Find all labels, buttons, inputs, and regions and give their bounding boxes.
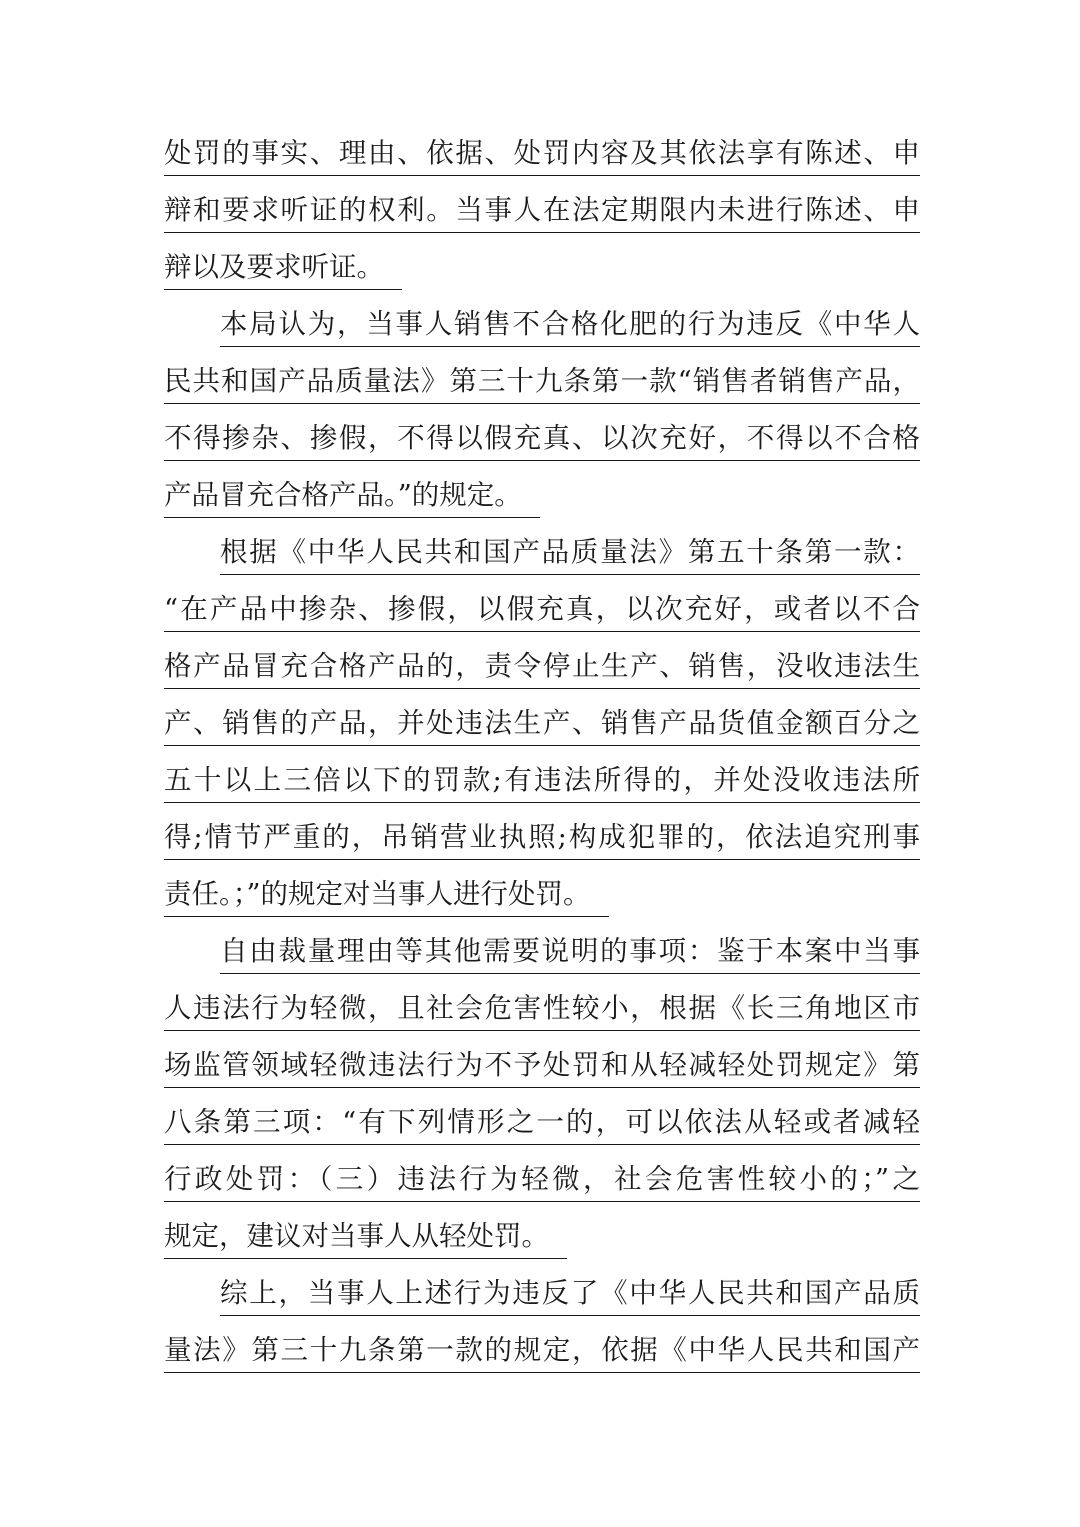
text-line: 规定，建议对当事人从轻处罚。	[164, 1214, 567, 1259]
text-line: 五十以上三倍以下的罚款;有违法所得的，并处没收违法所	[164, 758, 920, 803]
paragraph-2-line-2	[164, 359, 920, 416]
paragraph-5-line-1	[164, 1271, 920, 1328]
paragraph-2-line-3	[164, 416, 920, 473]
paragraph-1-line-1	[164, 131, 920, 188]
paragraph-1-line-3	[164, 245, 920, 302]
text-line: 格产品冒充合格产品的，责令停止生产、销售，没收违法生	[164, 644, 920, 689]
paragraph-3-line-6	[164, 815, 920, 872]
paragraph-3-line-7	[164, 872, 920, 929]
paragraph-4-line-1	[164, 929, 920, 986]
paragraph-4-line-2	[164, 986, 920, 1043]
text-line: 本局认为，当事人销售不合格化肥的行为违反《中华人	[220, 302, 920, 347]
paragraph-3-line-5	[164, 758, 920, 815]
paragraph-2-line-1	[164, 302, 920, 359]
text-line: 人违法行为轻微，且社会危害性较小，根据《长三角地区市	[164, 986, 920, 1031]
paragraph-3-line-2	[164, 587, 920, 644]
text-line: 辩以及要求听证。	[164, 245, 402, 290]
text-line: 根据《中华人民共和国产品质量法》第五十条第一款：	[220, 530, 920, 575]
paragraph-1-line-2	[164, 188, 920, 245]
text-line: 处罚的事实、理由、依据、处罚内容及其依法享有陈述、申	[164, 131, 920, 176]
text-line: 得;情节严重的，吊销营业执照;构成犯罪的，依法追究刑事	[164, 815, 920, 860]
document-body	[164, 131, 920, 1385]
paragraph-4-line-6	[164, 1214, 920, 1271]
text-line: 综上，当事人上述行为违反了《中华人民共和国产品质	[220, 1271, 920, 1316]
text-line: 产品冒充合格产品。”的规定。	[164, 473, 540, 518]
paragraph-4-line-3	[164, 1043, 920, 1100]
text-line: 不得掺杂、掺假，不得以假充真、以次充好，不得以不合格	[164, 416, 920, 461]
text-line: 自由裁量理由等其他需要说明的事项：鉴于本案中当事	[220, 929, 920, 974]
paragraph-3-line-3	[164, 644, 920, 701]
paragraph-5-line-2	[164, 1328, 920, 1385]
text-line: 辩和要求听证的权利。当事人在法定期限内未进行陈述、申	[164, 188, 920, 233]
paragraph-3-line-4	[164, 701, 920, 758]
text-line: “在产品中掺杂、掺假，以假充真，以次充好，或者以不合	[164, 587, 920, 632]
text-line: 产、销售的产品，并处违法生产、销售产品货值金额百分之	[164, 701, 920, 746]
paragraph-4-line-4	[164, 1100, 920, 1157]
text-line: 八条第三项：“有下列情形之一的，可以依法从轻或者减轻	[164, 1100, 920, 1145]
paragraph-3-line-1	[164, 530, 920, 587]
text-line: 行政处罚：（三）违法行为轻微，社会危害性较小的；”之	[164, 1157, 920, 1202]
paragraph-2-line-4	[164, 473, 920, 530]
text-line: 民共和国产品质量法》第三十九条第一款“销售者销售产品，	[164, 359, 920, 404]
text-line: 责任。；”的规定对当事人进行处罚。	[164, 872, 609, 917]
text-line: 场监管领域轻微违法行为不予处罚和从轻减轻处罚规定》第	[164, 1043, 920, 1088]
paragraph-4-line-5	[164, 1157, 920, 1214]
text-line: 量法》第三十九条第一款的规定，依据《中华人民共和国产	[164, 1328, 920, 1373]
